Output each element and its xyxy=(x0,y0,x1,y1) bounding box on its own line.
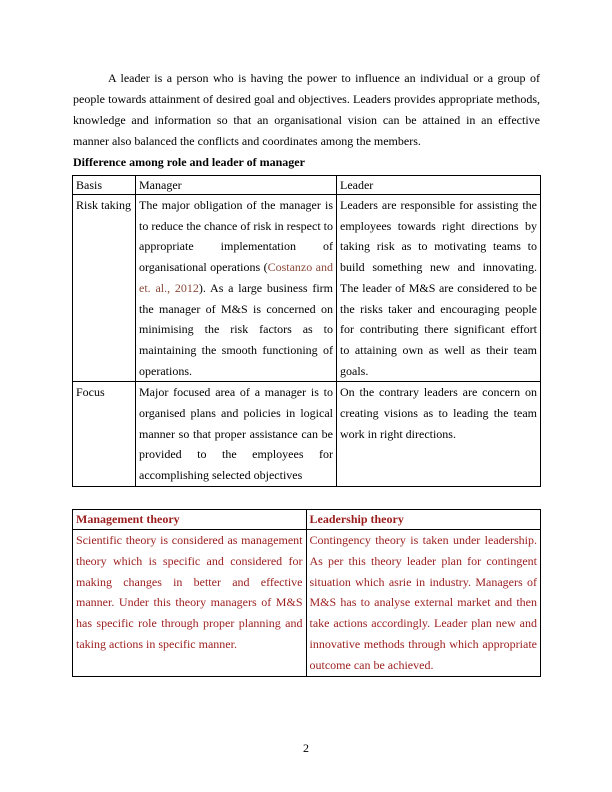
header-leader: Leader xyxy=(337,176,541,195)
citation: Costanzo and et. al., 2012 xyxy=(139,260,333,295)
table-header-row xyxy=(73,176,541,195)
table-row xyxy=(73,195,541,382)
header-manager: Manager xyxy=(136,176,337,195)
header-leadership-theory: Leadership theory xyxy=(306,510,541,530)
manager-risk-cell xyxy=(136,195,337,382)
table-row xyxy=(73,530,541,677)
row-basis-risk-taking: Risk taking xyxy=(73,195,136,382)
header-management-theory: Management theory xyxy=(73,510,307,530)
intro-paragraph: A leader is a person who is having the power to influence an individual or a group of people towards attainment of desired goal and objectives. Leaders provides appropriate methods, knowledge and information so that an organisational vision can be attained in an effective manner also balanced the conflicts and coordinates among the members. xyxy=(73,71,540,148)
leadership-theory-cell: Contingency theory is taken under leadership. As per this theory leader plan for contingent situation which asrie in industry. Managers of M&S has to analyse external market and then take actions accordingly. Leader plan new and innovative methods through which appropriate outcome can be achieved. xyxy=(306,530,541,677)
manager-risk-text-start: The major obligation of the manager is to reduce the chance of risk in respect to appropriate implementation of organisational operations ( xyxy=(139,198,333,275)
row-basis-focus: Focus xyxy=(73,382,136,487)
manager-risk-text-end: ). As a large business firm the manager of M&S is concerned on minimising the risk factors as to maintaining the smooth functioning of operations. xyxy=(139,280,333,378)
manager-focus-cell: Major focused area of a manager is to organised plans and policies in logical manner so that proper assistance can be provided to the employees for accomplishing selected objectives xyxy=(136,382,337,487)
theory-header-row xyxy=(73,510,541,530)
section-heading: Difference among role and leader of manager xyxy=(73,155,305,169)
theory-table xyxy=(72,509,541,677)
leader-risk-cell: Leaders are responsible for assisting the employees towards right directions by taking risk as to motivating teams to build something new and innovating. The leader of M&S are considered to be the risks taker and encouraging people for contributing there significant effort to attaining own as well as their team goals. xyxy=(337,195,541,382)
page-number: 2 xyxy=(303,741,309,755)
role-comparison-table xyxy=(72,175,541,487)
management-theory-cell: Scientific theory is considered as management theory which is specific and considered for making changes in better and effective manner. Under this theory managers of M&S has specific role through proper planning and taking actions in specific manner. xyxy=(73,530,307,677)
header-basis: Basis xyxy=(73,176,136,195)
table-row xyxy=(73,382,541,487)
leader-focus-cell: On the contrary leaders are concern on creating visions as to leading the team work in right directions. xyxy=(337,382,541,487)
